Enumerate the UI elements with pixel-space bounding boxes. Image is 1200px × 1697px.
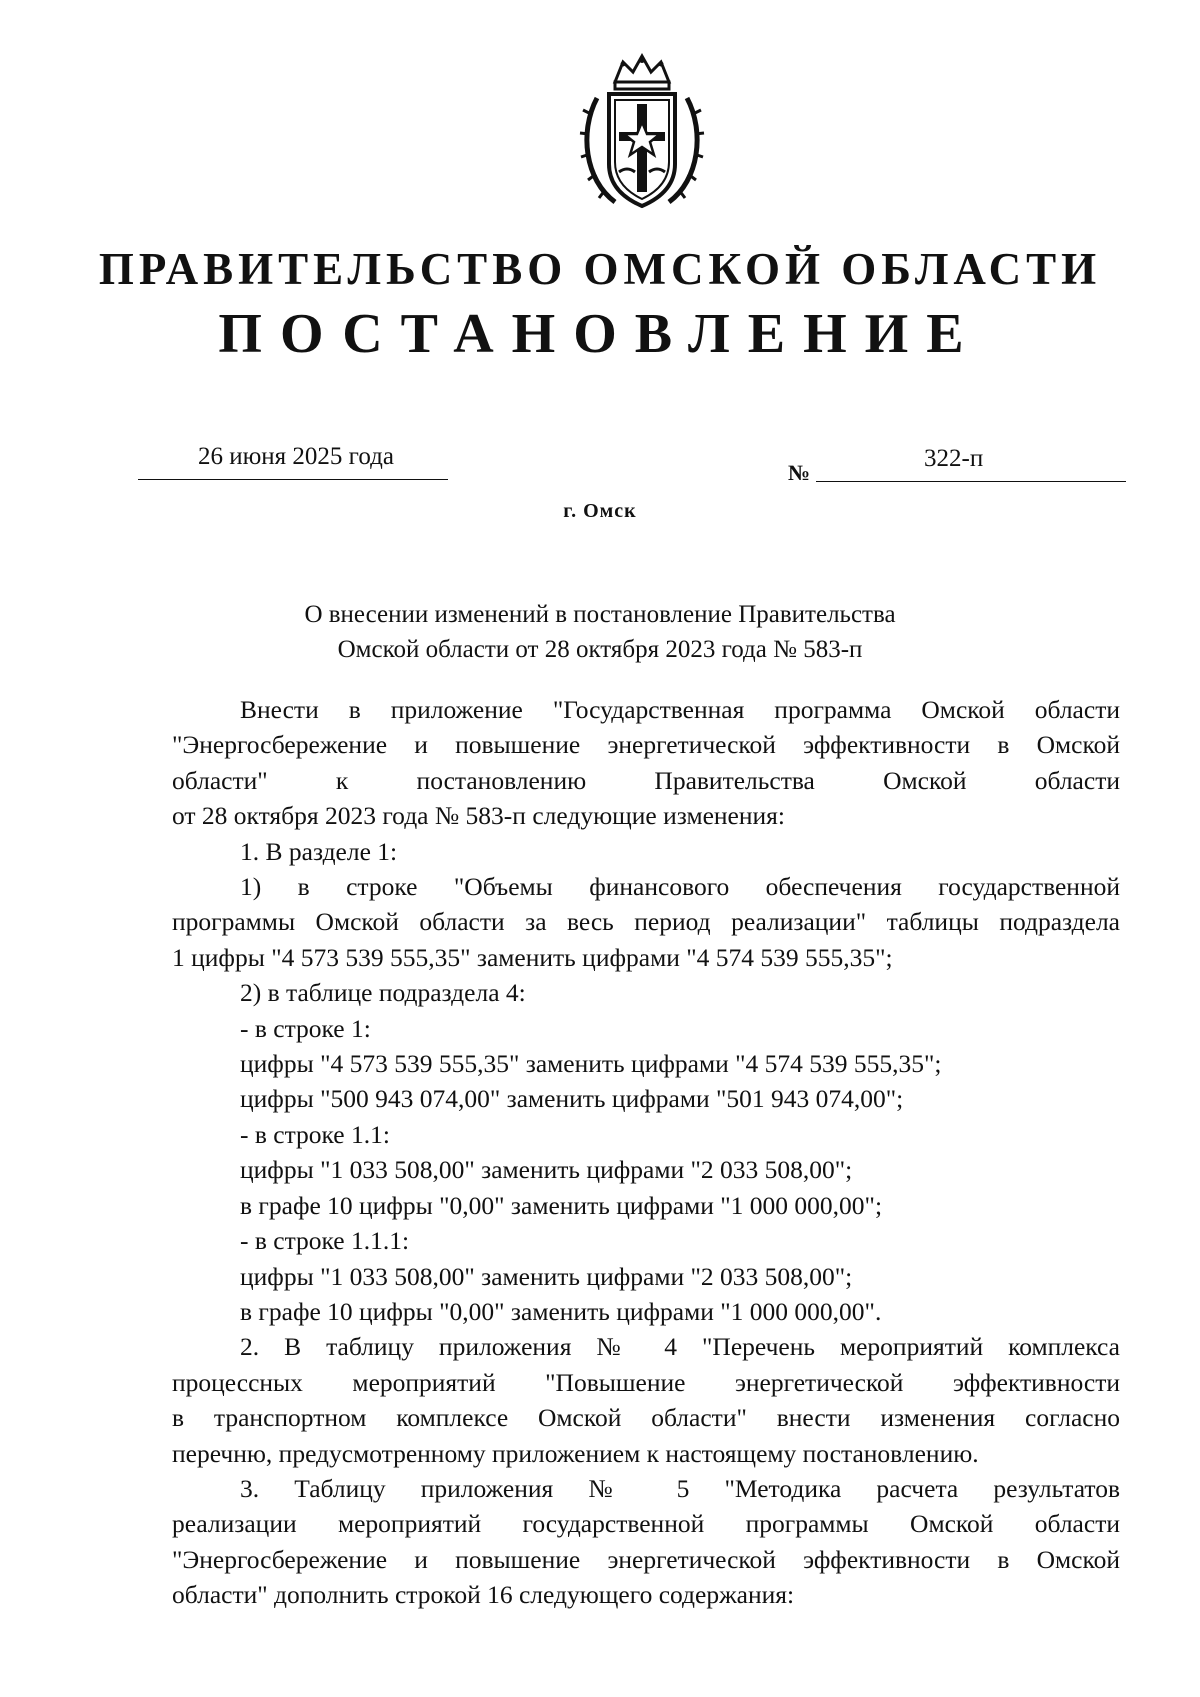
body-line: "Энергосбережение и повышение энергетической эффективности в Омской	[172, 730, 1120, 760]
body-line: области" к постановлению Правительства Омской области	[172, 765, 1120, 795]
document-type-title: ПОСТАНОВЛЕНИЕ	[218, 303, 982, 365]
body-line: цифры "500 943 074,00" заменить цифрами "501 943 074,00";	[240, 1084, 904, 1114]
body-line: программы Омской области за весь период реализации" таблицы подраздела	[172, 907, 1120, 937]
body-line: - в строке 1:	[240, 1013, 371, 1043]
document-number-field	[816, 447, 1126, 482]
body-line: - в строке 1.1.1:	[240, 1226, 410, 1256]
body-line: 1. В разделе 1:	[240, 836, 398, 866]
body-line: в графе 10 цифры "0,00" заменить цифрами "1 000 000,00".	[240, 1296, 882, 1326]
body-line: от 28 октября 2023 года № 583-п следующие изменения:	[172, 801, 785, 831]
omsk-region-coat-of-arms-icon	[571, 52, 713, 212]
body-line: цифры "4 573 539 555,35" заменить цифрами "4 574 539 555,35";	[240, 1049, 942, 1079]
body-line: 3. Таблицу приложения № 5 "Методика расчета результатов	[240, 1473, 1120, 1503]
document-subject	[0, 597, 1200, 667]
body-line: в графе 10 цифры "0,00" заменить цифрами "1 000 000,00";	[240, 1190, 883, 1220]
body-line: 1 цифры "4 573 539 555,35" заменить цифрами "4 574 539 555,35";	[172, 942, 893, 972]
body-line: цифры "1 033 508,00" заменить цифрами "2 033 508,00";	[240, 1155, 853, 1185]
body-line: 2) в таблице подраздела 4:	[240, 978, 526, 1008]
document-body	[172, 692, 1120, 1613]
body-line: цифры "1 033 508,00" заменить цифрами "2 033 508,00";	[240, 1261, 853, 1291]
body-line: "Энергосбережение и повышение энергетической эффективности в Омской	[172, 1544, 1120, 1574]
body-line: 1) в строке "Объемы финансового обеспечения государственной	[240, 872, 1120, 902]
subject-line: Омской области от 28 октября 2023 года № 583-п	[337, 636, 863, 663]
government-title: ПРАВИТЕЛЬСТВО ОМСКОЙ ОБЛАСТИ	[98, 244, 1102, 294]
document-number: 322-п	[924, 445, 984, 472]
subject-line: О внесении изменений в постановление Правительства	[304, 601, 896, 628]
body-line: реализации мероприятий государственной программы Омской области	[172, 1509, 1120, 1539]
body-line: в транспортном комплексе Омской области" внести изменения согласно	[172, 1403, 1120, 1433]
city-name: г. Омск	[563, 500, 637, 522]
body-line: 2. В таблицу приложения № 4 "Перечень мероприятий комплекса	[240, 1332, 1120, 1362]
body-line: области" дополнить строкой 16 следующего содержания:	[172, 1580, 795, 1610]
number-sign: №	[788, 460, 811, 485]
body-line: перечню, предусмотренному приложением к настоящему постановлению.	[172, 1438, 979, 1468]
document-date: 26 июня 2025 года	[198, 443, 394, 470]
body-line: Внести в приложение "Государственная программа Омской области	[240, 695, 1120, 724]
body-line: процессных мероприятий "Повышение энергетической эффективности	[172, 1367, 1120, 1397]
body-line: - в строке 1.1:	[240, 1119, 390, 1149]
document-date-field	[138, 445, 448, 480]
